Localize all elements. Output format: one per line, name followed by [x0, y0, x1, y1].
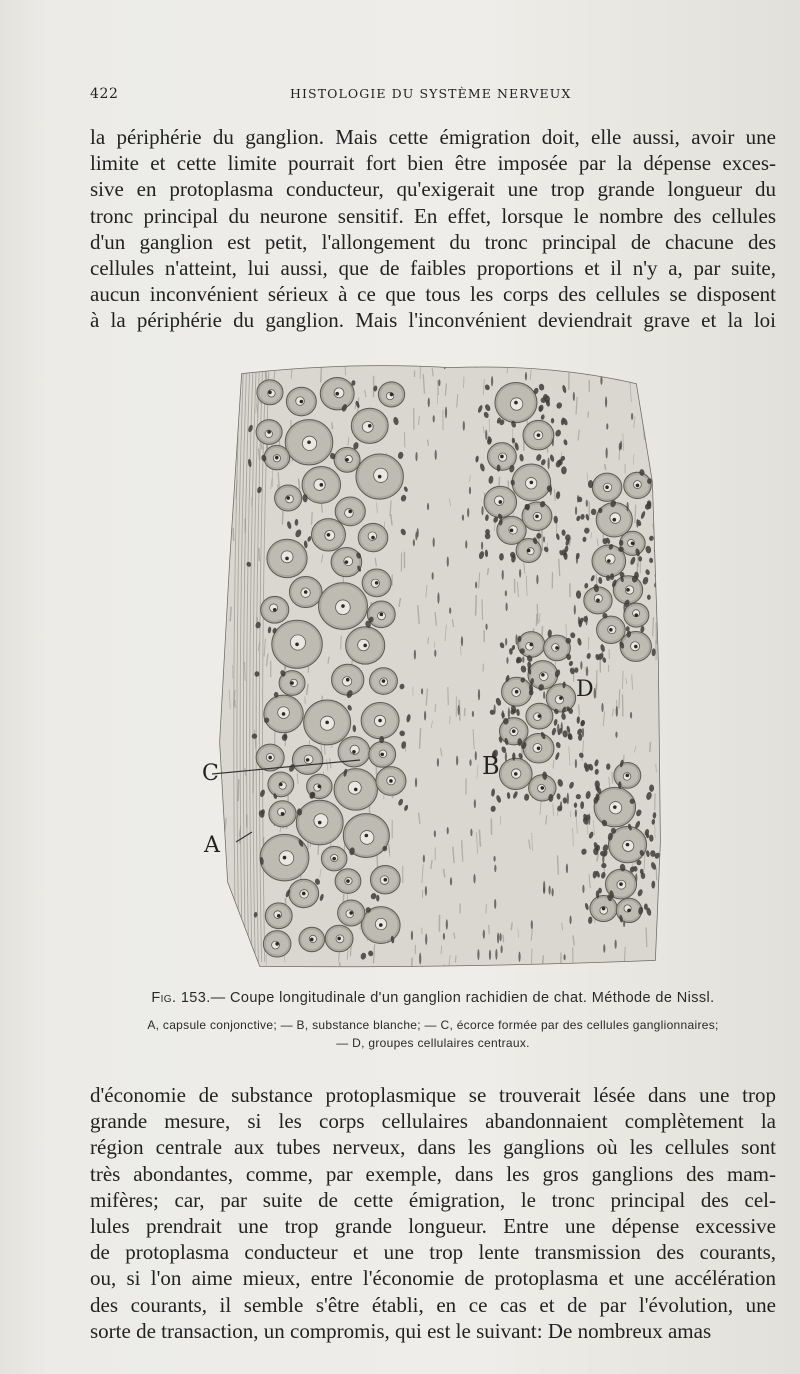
ganglion-cell [272, 620, 322, 668]
ganglion-cell [369, 742, 396, 768]
text-line: limite et cette limite pourrait fort bien être imposée par la dépense exces- [90, 151, 776, 176]
text-line: à la périphérie du ganglion. Mais l'inconvénient deviendrait grave et la loi [90, 308, 776, 333]
ganglion-cell [512, 464, 551, 501]
ganglion-cell [261, 596, 289, 623]
ganglion-cell [311, 519, 345, 551]
ganglion-cell [325, 925, 353, 952]
ganglion-cell [319, 583, 368, 630]
text-line: lules prendrait une trop grande longueur. Entre une dépense excessive [90, 1213, 776, 1238]
ganglion-cell [304, 700, 351, 745]
text-line: cellules n'atteint, lui aussi, que de faibles proportions et il n'y a, par suite, [90, 255, 776, 280]
ganglion-cell [546, 684, 575, 712]
ganglion-cell [362, 569, 391, 597]
ganglion-cell [267, 539, 307, 577]
ganglion-cell [378, 382, 404, 407]
ganglion-cell [484, 486, 517, 517]
paragraph-bottom [90, 1082, 776, 1344]
ganglion-cell [620, 531, 645, 555]
ganglion-cell [320, 378, 354, 410]
ganglion-cell [302, 466, 340, 503]
ganglion-cell [624, 603, 649, 627]
ganglion-cell [263, 931, 291, 957]
histology-figure [200, 362, 670, 978]
ganglion-cell [264, 695, 303, 733]
running-header [90, 82, 780, 106]
ganglion-cell [592, 473, 622, 501]
ganglion-cell [256, 744, 284, 771]
ganglion-cell [332, 664, 364, 695]
text-line: ou, si l'on aime mieux, entre l'économie de protoplasma et une accélération [90, 1266, 776, 1291]
ganglion-cell [346, 627, 385, 664]
ganglion-cell [367, 601, 395, 628]
ganglion-cell [495, 383, 537, 423]
ganglion-cell [268, 772, 294, 797]
page-number: 422 [90, 86, 119, 102]
ganglion-cell [523, 420, 554, 450]
caption-title [90, 990, 776, 1006]
ganglion-cell [296, 800, 343, 845]
ganglion-cell [499, 758, 532, 789]
ganglion-cell [264, 445, 290, 469]
text-line: mifères; car, par suite de cette émigration, le tronc principal des cel- [90, 1187, 776, 1212]
ganglion-cell [523, 734, 554, 764]
text-line: très abondantes, comme, par exemple, dans les gros ganglions des mam- [90, 1161, 776, 1186]
ganglion-cell [597, 616, 626, 643]
ganglion-cell [265, 903, 292, 929]
ganglion-cell [321, 846, 347, 870]
ganglion-cell [299, 927, 325, 952]
text-line: aucun inconvénient sérieux à ce que tous les corps des cellules se disposent [90, 282, 776, 307]
ganglion-cell [289, 576, 322, 607]
legend-line: — D, groupes cellulaires centraux. [336, 1036, 530, 1050]
text-line: des courants, il semble s'être établi, en ce cas et de par l'évolution, une [90, 1292, 776, 1317]
ganglion-cell [334, 447, 360, 472]
ganglion-cell [338, 737, 370, 767]
label-C: C [202, 761, 219, 786]
ganglion-cell [256, 420, 282, 445]
caption-legend [90, 1016, 776, 1052]
text-line: sorte de transaction, un compromis, qui est le suivant: De nombreux amas [90, 1318, 712, 1343]
ganglion-cell [620, 632, 651, 662]
ganglion-cell [590, 895, 617, 921]
ganglion-cell [269, 801, 296, 827]
ganglion-cell [351, 408, 388, 443]
caption-text: — Coupe longitudinale d'un ganglion rachidien de chat. Méthode de Nissl. [210, 990, 715, 1006]
ganglion-section-illustration [200, 362, 670, 978]
label-A: A [204, 833, 220, 858]
figure-number: Fig. 153. [151, 990, 211, 1006]
text-line: d'un ganglion est petit, l'allongement du tronc principal de chacune des [90, 229, 776, 254]
ganglion-cell [257, 380, 283, 405]
ganglion-cell [338, 900, 365, 926]
ganglion-cell [331, 548, 362, 577]
figure-caption [90, 990, 776, 1052]
ganglion-cell [502, 677, 532, 706]
ganglion-cell [285, 420, 333, 465]
text-line: tronc principal du neurone sensitif. En effet, lorsque le nombre des cellules [90, 203, 776, 228]
ganglion-cell [376, 767, 406, 796]
ganglion-cell [370, 668, 398, 695]
text-line: région centrale aux tubes nerveux, dans les ganglions où les cellules sont [90, 1135, 776, 1160]
ganglion-cell [275, 485, 302, 511]
paragraph-top [90, 124, 776, 334]
ganglion-cell [516, 539, 541, 563]
label-D: D [576, 677, 594, 702]
text-line: grande mesure, si les corps cellulaires abandonnaient complètement la [90, 1109, 776, 1134]
ganglion-cell [335, 869, 361, 894]
text-line: d'économie de substance protoplasmique se trouverait lésée dans une trop [90, 1083, 776, 1107]
text-line: de protoplasma conducteur et une trop lente transmission des courants, [90, 1240, 776, 1265]
text-line: la périphérie du ganglion. Mais cette émigration doit, elle aussi, avoir une [90, 125, 776, 149]
running-title: HISTOLOGIE DU SYSTÈME NERVEUX [290, 86, 572, 101]
text-line: sive en protoplasma conducteur, qu'exigerait une trop grande longueur du [90, 177, 776, 202]
ganglion-cell [526, 703, 553, 729]
ganglion-cell [370, 865, 400, 893]
ganglion-cell [624, 472, 652, 498]
ganglion-cell [286, 387, 316, 416]
label-B: B [482, 752, 500, 780]
ganglion-cell [613, 576, 642, 604]
ganglion-cell [292, 745, 322, 774]
ganglion-cell [334, 769, 378, 810]
ganglion-cell [614, 763, 641, 789]
legend-line: A, capsule conjonctive; — B, substance blanche; — C, écorce formée par des cellules ganglionnaires; [147, 1018, 719, 1032]
ganglion-cell [289, 879, 319, 907]
ganglion-cell [335, 497, 365, 526]
ganglion-cell [361, 702, 399, 738]
ganglion-cell [358, 523, 388, 551]
ganglion-cell [356, 454, 403, 499]
